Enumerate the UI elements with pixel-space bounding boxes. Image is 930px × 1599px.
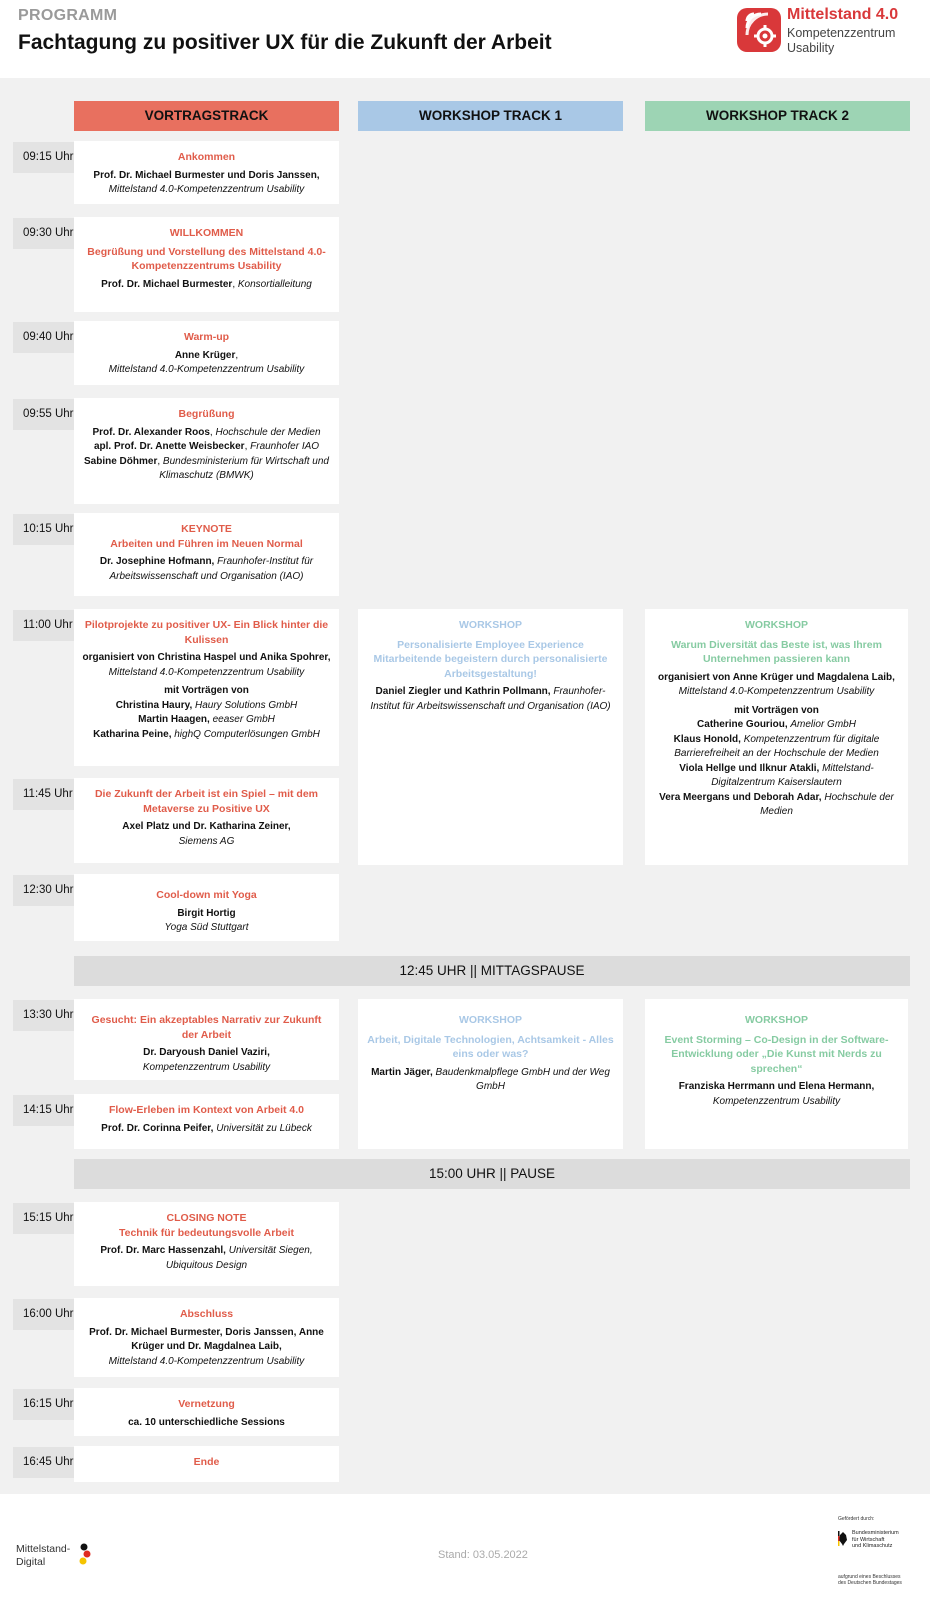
lunch-break-banner: 12:45 UHR || MITTAGSPAUSE xyxy=(74,956,910,986)
session-card-abschluss xyxy=(74,1298,339,1377)
session-card-begruessung: Begrüßung Prof. Dr. Alexander Roos, Hochschule der Medien apl. Prof. Dr. Anette Weisbecker, Fraunhofer IAO Sabine Döhmer, Bundesministerium für Wirtschaft und Klimaschutz (BMWK) xyxy=(74,398,339,504)
session-title: Technik für bedeutungsvolle Arbeit xyxy=(118,1226,295,1239)
track-header-vortrag: VORTRAGSTRACK xyxy=(74,101,339,131)
session-card-willkommen: WILLKOMMEN Begrüßung und Vorstellung des Mittelstand 4.0-Kompetenzzentrums Usability Prof. Dr. Michael Burmester, Konsortialleitung xyxy=(74,217,339,312)
session-speaker: Axel Platz und Dr. Katharina Zeiner, xyxy=(122,821,291,832)
page-kicker: PROGRAMM xyxy=(18,7,118,24)
session-title: Arbeiten und Führen im Neuen Normal xyxy=(110,537,303,550)
session-org: Baudenkmalpflege GmbH und der Weg GmbH xyxy=(435,1066,610,1092)
track-header-workshop-1: WORKSHOP TRACK 1 xyxy=(358,101,623,131)
session-speaker: apl. Prof. Dr. Anette Weisbecker xyxy=(93,441,245,452)
session-org: Yoga Süd Stuttgart xyxy=(164,922,249,933)
session-speaker: Viola Hellge und Ilknur Atakli, xyxy=(679,762,820,774)
session-title: Ankommen xyxy=(177,151,236,163)
federal-eagle-icon xyxy=(838,1531,848,1547)
page-footer xyxy=(0,1494,930,1599)
session-talks-label: mit Vorträgen von xyxy=(734,704,819,716)
session-speaker: Christina Haury, xyxy=(115,699,193,711)
workshop-card-diversitaet xyxy=(645,609,908,865)
session-card-metaverse xyxy=(74,778,339,863)
session-org: Mittelstand 4.0-Kompetenzzentrum Usability xyxy=(108,364,305,375)
time-label: 16:45 Uhr xyxy=(13,1447,82,1478)
session-label: CLOSING NOTE xyxy=(166,1212,247,1224)
session-org: Hochschule der Medien xyxy=(760,791,894,817)
session-org: highQ Computerlösungen GmbH xyxy=(174,728,320,740)
session-label: WORKSHOP xyxy=(745,1014,808,1026)
session-org: Konsortialleitung xyxy=(237,278,312,290)
time-label: 09:15 Uhr xyxy=(13,142,82,173)
session-speaker: Klaus Honold, xyxy=(673,733,741,745)
session-speaker: Daniel Ziegler und Kathrin Pollmann, xyxy=(375,686,551,697)
session-card-yoga xyxy=(74,874,339,941)
session-label: WILLKOMMEN xyxy=(169,227,244,239)
session-card-vernetzung xyxy=(74,1388,339,1436)
session-org: Mittelstand 4.0-Kompetenzzentrum Usability xyxy=(108,1355,305,1367)
session-title: Personalisierte Employee Experience Mitarbeitende begeistern durch personalisierte Arbeitsgestaltung! xyxy=(373,638,608,680)
session-org: Kompetenzzentrum Usability xyxy=(142,1061,271,1073)
session-title: Warum Diversität das Beste ist, was Ihrem Unternehmen passieren kann xyxy=(671,638,882,665)
session-speaker: Martin Jäger, xyxy=(371,1066,433,1078)
wifi-gear-icon xyxy=(737,8,781,52)
page-title: Fachtagung zu positiver UX für die Zukunft der Arbeit xyxy=(18,31,552,54)
workshop-card-employee-experience xyxy=(358,609,623,865)
session-org: Fraunhofer-Institut für Arbeitswissenschaft und Organisation (IAO) xyxy=(370,686,611,712)
session-label: WORKSHOP xyxy=(459,619,522,631)
session-org: Universität zu Lübeck xyxy=(216,1122,312,1134)
session-speaker: Anne Krüger xyxy=(174,349,236,361)
session-title: Flow-Erleben im Kontext von Arbeit 4.0 xyxy=(108,1104,305,1116)
time-label: 16:00 Uhr xyxy=(13,1299,82,1330)
session-label: WORKSHOP xyxy=(459,1014,522,1026)
time-label: 11:00 Uhr xyxy=(13,610,82,641)
session-card-ankommen xyxy=(74,141,339,204)
logo-line-3: Usability xyxy=(787,41,835,55)
session-title: Begrüßung xyxy=(178,408,235,420)
session-speaker: ca. 10 unterschiedliche Sessions xyxy=(128,1416,285,1428)
session-org: Universität Siegen, Ubiquitous Design xyxy=(165,1245,313,1271)
logo-title: Mittelstand 4.0 xyxy=(787,6,899,23)
session-org: Mittelstand 4.0-Kompetenzzentrum Usability xyxy=(108,666,305,678)
session-org: Siemens AG xyxy=(178,835,235,847)
funded-by-label: Gefördert durch: xyxy=(838,1516,875,1522)
flag-dots-icon xyxy=(79,1543,91,1565)
ministry-line-3: und Klimaschutz xyxy=(852,1543,893,1549)
funding-note-line-2: des Deutschen Bundestages xyxy=(838,1580,902,1586)
session-speaker: Prof. Dr. Corinna Peifer, xyxy=(101,1122,214,1134)
session-org: Kompetenzzentrum für digitale Barrierefreiheit an der Hochschule der Medien xyxy=(674,733,880,759)
session-organizers: organisiert von Christina Haspel und Anika Spohrer, xyxy=(82,652,331,663)
mittelstand-digital-logo xyxy=(16,1543,70,1569)
session-speaker: Prof. Dr. Michael Burmester, Doris Janssen, Anne Krüger und Dr. Magdalnea Laib, xyxy=(89,1326,324,1352)
time-label: 09:30 Uhr xyxy=(13,218,82,249)
logo-line-2: Kompetenzzentrum xyxy=(787,26,896,40)
session-org: Fraunhofer-Institut für Arbeitswissenschaft und Organisation (IAO) xyxy=(109,556,314,582)
session-org: Amelior GmbH xyxy=(790,719,856,730)
logo-subtitle xyxy=(787,26,895,56)
session-speaker: Dr. Josephine Hofmann, xyxy=(99,556,215,567)
session-card-warmup: Warm-up Anne Krüger, Mittelstand 4.0-Kompetenzzentrum Usability xyxy=(74,321,339,385)
session-card-keynote xyxy=(74,513,339,596)
stand-date: Stand: 03.05.2022 xyxy=(438,1549,528,1561)
session-speaker: Martin Haagen, xyxy=(138,714,210,725)
time-label: 09:55 Uhr xyxy=(13,399,82,430)
session-speaker: Prof. Dr. Alexander Roos xyxy=(92,426,210,438)
md-logo-line-1: Mittelstand- xyxy=(16,1543,71,1555)
session-title: Gesucht: Ein akzeptables Narrativ zur Zukunft der Arbeit xyxy=(91,1014,322,1041)
session-speaker: Katharina Peine, xyxy=(93,728,172,740)
session-title: Warm-up xyxy=(183,331,230,343)
session-title: Ende xyxy=(193,1456,220,1468)
time-label: 13:30 Uhr xyxy=(13,1000,82,1031)
session-talks-label: mit Vorträgen von xyxy=(164,685,249,696)
session-speaker: Dr. Daryoush Daniel Vaziri, xyxy=(143,1047,270,1058)
session-org: Fraunhofer IAO xyxy=(250,441,320,452)
time-label: 12:30 Uhr xyxy=(13,875,82,906)
md-logo-line-2: Digital xyxy=(16,1556,46,1568)
session-title: Pilotprojekte zu positiver UX- Ein Blick hinter die Kulissen xyxy=(84,619,329,646)
time-label: 09:40 Uhr xyxy=(13,322,82,353)
session-card-closing-note xyxy=(74,1202,339,1286)
session-org: Haury Solutions GmbH xyxy=(195,699,298,711)
session-title: Die Zukunft der Arbeit ist ein Spiel – mit dem Metaverse zu Positive UX xyxy=(94,788,319,815)
ministry-line-2: für Wirtschaft xyxy=(852,1536,885,1543)
session-org: Mittelstand-Digitalzentrum Kaiserslautern xyxy=(711,762,874,788)
session-card-ende xyxy=(74,1446,339,1482)
session-speaker: Catherine Gouriou, xyxy=(697,719,788,730)
session-card-flow xyxy=(74,1094,339,1149)
session-label: KEYNOTE xyxy=(181,523,232,535)
session-title: Abschluss xyxy=(179,1308,234,1320)
session-card-narrativ xyxy=(74,999,339,1080)
workshop-card-achtsamkeit xyxy=(358,999,623,1149)
funding-note xyxy=(838,1574,902,1586)
session-card-pilotprojekte xyxy=(74,609,339,766)
session-org: Kompetenzzentrum Usability xyxy=(712,1095,841,1107)
session-speaker: Franziska Herrmann und Elena Hermann, xyxy=(678,1081,875,1092)
session-org: Mittelstand 4.0-Kompetenzzentrum Usability xyxy=(678,686,875,697)
session-title: Begrüßung und Vorstellung des Mittelstand 4.0-Kompetenzzentrums Usability xyxy=(87,245,326,272)
session-org: Bundesministerium für Wirtschaft und Klimaschutz (BMWK) xyxy=(159,455,329,481)
track-header-workshop-2: WORKSHOP TRACK 2 xyxy=(645,101,910,131)
funding-note-line-1: aufgrund eines Beschlusses xyxy=(838,1574,901,1580)
session-label: WORKSHOP xyxy=(745,619,808,631)
session-title: Vernetzung xyxy=(178,1398,235,1410)
time-label: 16:15 Uhr xyxy=(13,1389,82,1420)
pause-banner: 15:00 UHR || PAUSE xyxy=(74,1159,910,1189)
session-org: eeaser GmbH xyxy=(212,714,275,725)
session-speaker: Vera Meergans und Deborah Adar, xyxy=(659,791,822,803)
session-speaker: Prof. Dr. Marc Hassenzahl, xyxy=(100,1245,226,1256)
ministry-name xyxy=(852,1530,899,1550)
session-speaker: Sabine Döhmer xyxy=(83,455,158,467)
session-title: Arbeit, Digitale Technologien, Achtsamkeit - Alles eins oder was? xyxy=(367,1033,614,1060)
session-org: Hochschule der Medien xyxy=(215,426,321,438)
ministry-line-1: Bundesministerium xyxy=(852,1530,899,1536)
session-speaker: Prof. Dr. Michael Burmester xyxy=(101,278,233,290)
session-title: Cool-down mit Yoga xyxy=(156,889,257,901)
session-speaker: Prof. Dr. Michael Burmester und Doris Janssen, xyxy=(93,169,320,181)
session-organizers: organisiert von Anne Krüger und Magdalena Laib, xyxy=(658,671,895,683)
session-org: Mittelstand 4.0-Kompetenzzentrum Usability xyxy=(108,184,305,195)
time-label: 11:45 Uhr xyxy=(13,779,82,810)
workshop-card-event-storming xyxy=(645,999,908,1149)
session-speaker: Birgit Hortig xyxy=(177,907,236,919)
time-label: 14:15 Uhr xyxy=(13,1095,82,1126)
time-label: 15:15 Uhr xyxy=(13,1203,82,1234)
session-title: Event Storming – Co-Design in der Software-Entwicklung oder „Die Kunst mit Nerds zu sprechen“ xyxy=(664,1033,889,1075)
time-label: 10:15 Uhr xyxy=(13,514,82,545)
